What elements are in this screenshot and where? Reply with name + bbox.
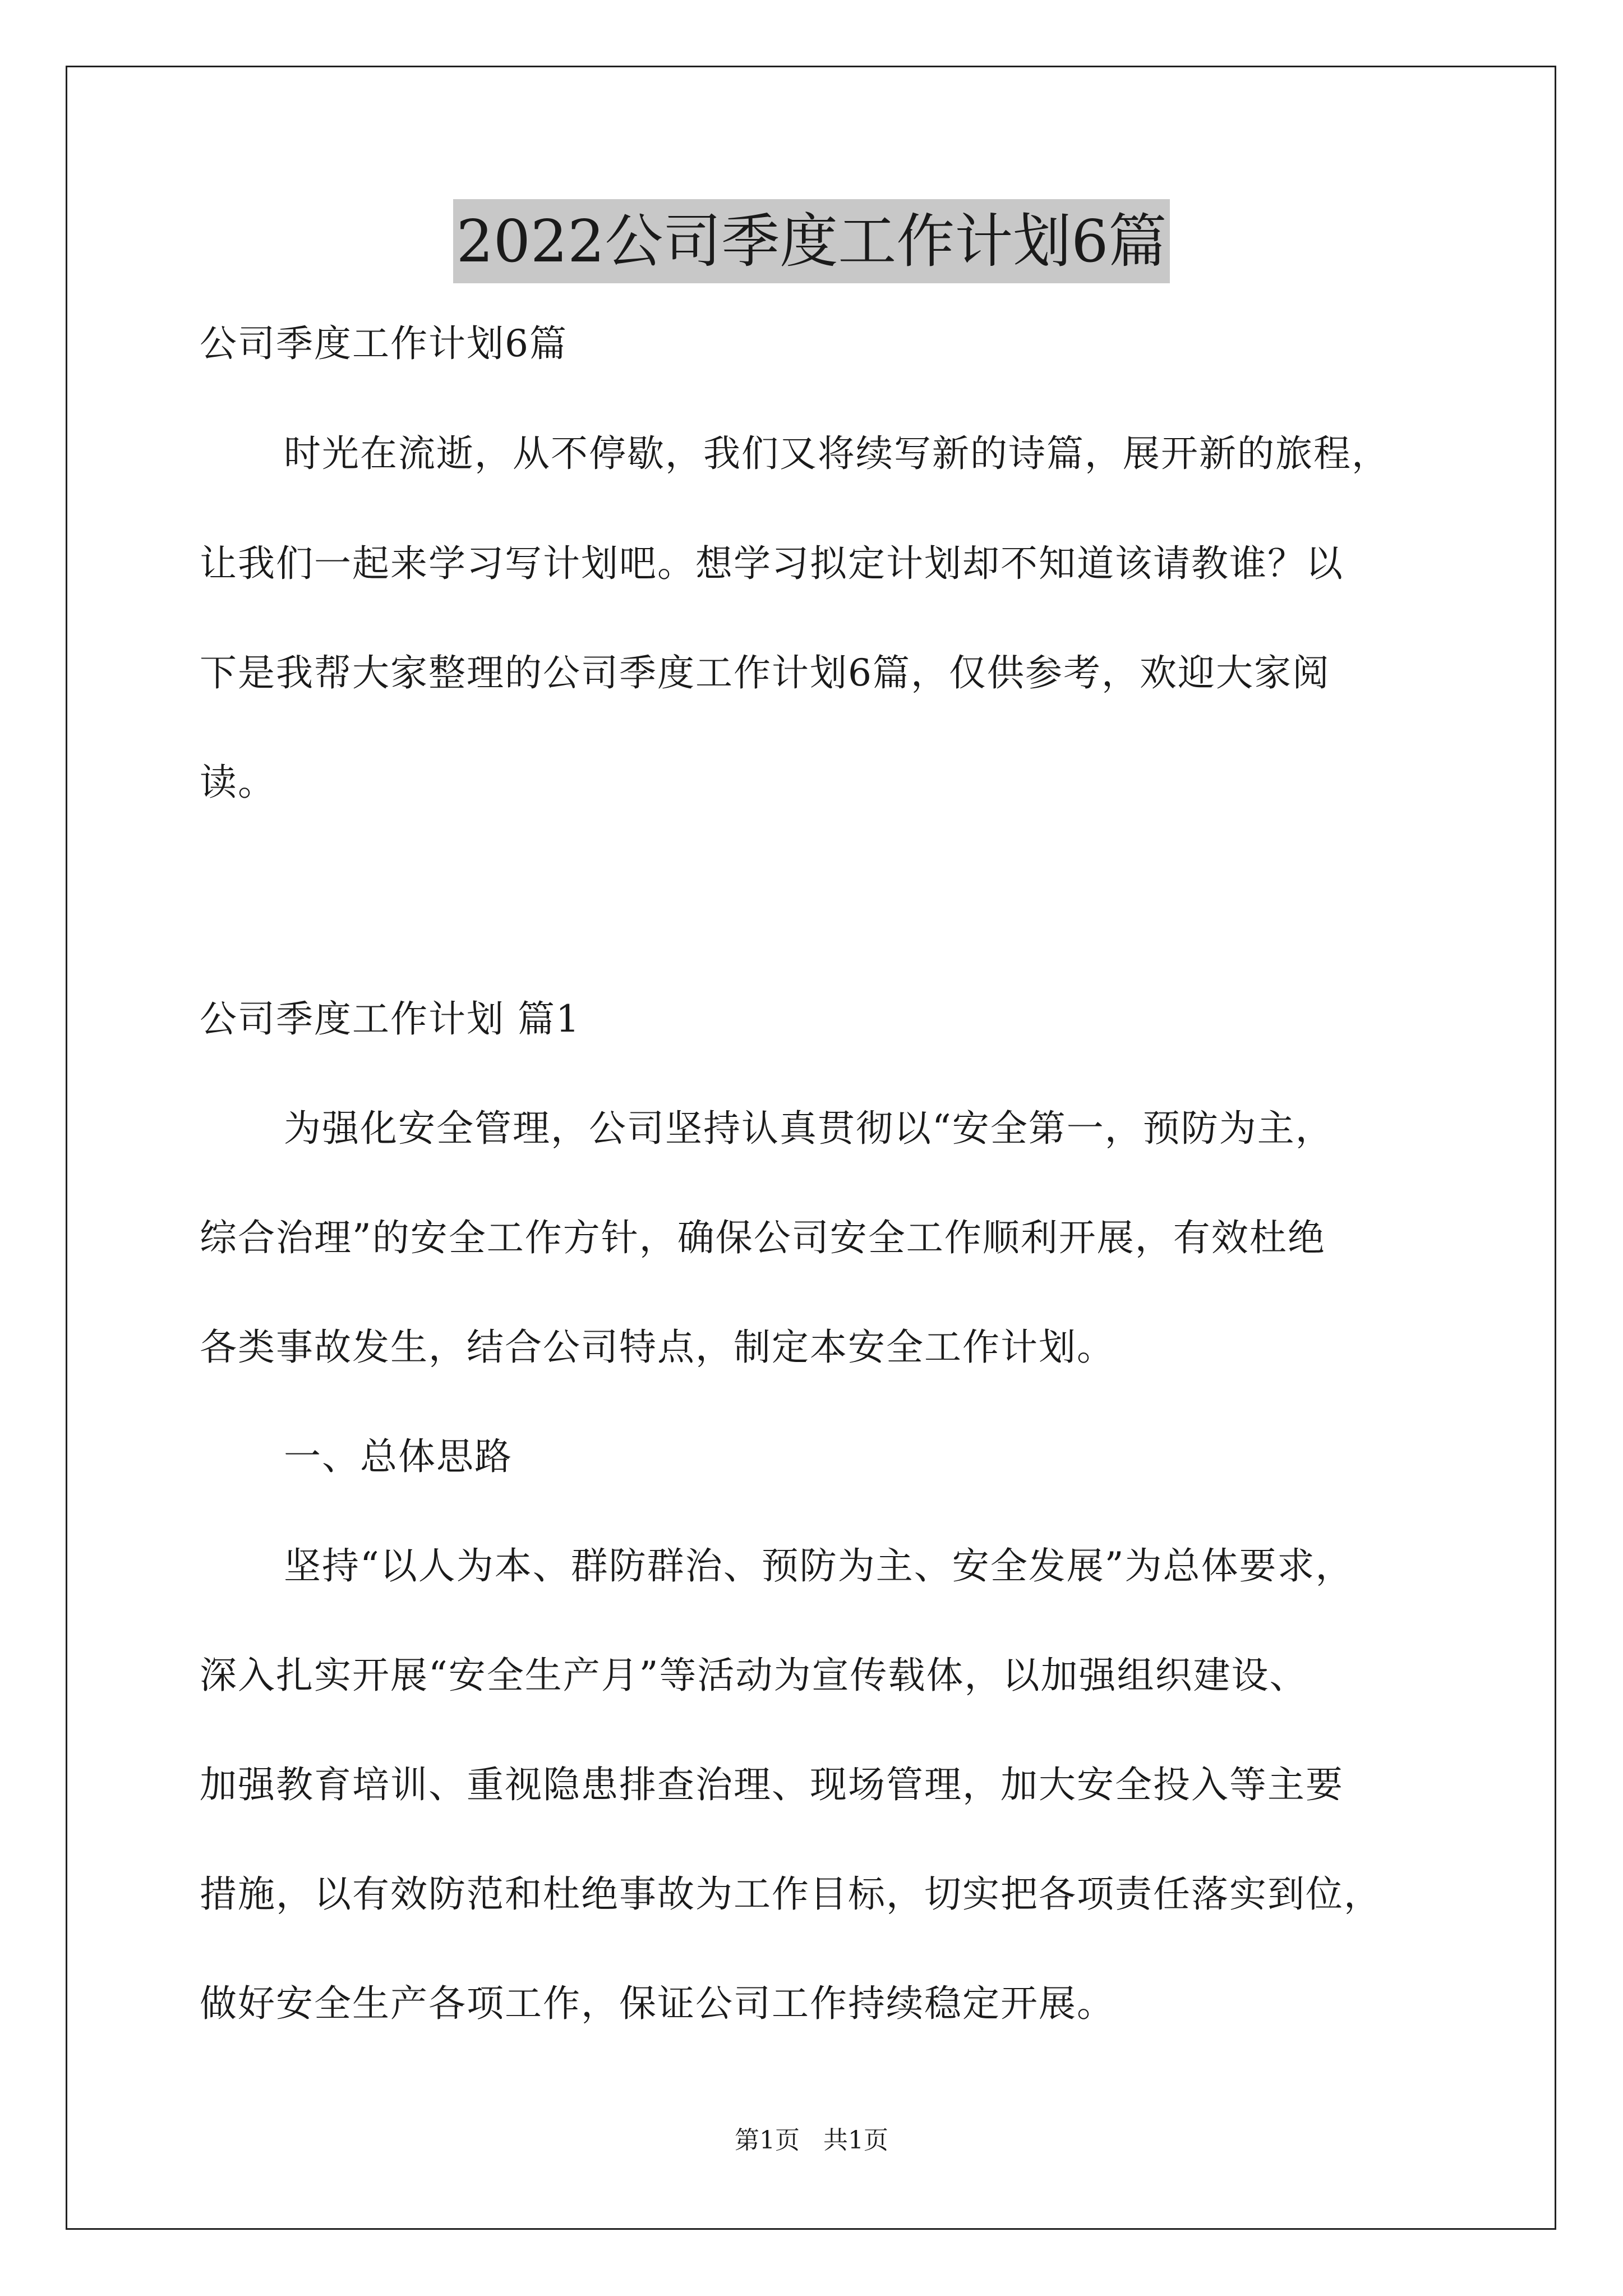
paragraph-line: 为强化安全管理，公司坚持认真贯彻以“安全第一，预防为主， xyxy=(284,1107,1334,1150)
paragraph-line: 下是我帮大家整理的公司季度工作计划6篇，仅供参考，欢迎大家阅 xyxy=(200,651,1330,694)
document-title: 2022公司季度工作计划6篇 xyxy=(453,199,1170,283)
subheading: 一、总体思路 xyxy=(284,1435,513,1478)
section-heading: 公司季度工作计划 篇1 xyxy=(200,997,580,1041)
subtitle: 公司季度工作计划6篇 xyxy=(200,322,568,365)
paragraph-line: 读。 xyxy=(200,761,276,804)
paragraph-line: 时光在流逝，从不停歇，我们又将续写新的诗篇，展开新的旅程， xyxy=(284,432,1390,475)
paragraph-line: 加强教育培训、重视隐患排查治理、现场管理，加大安全投入等主要 xyxy=(200,1763,1344,1806)
page-footer: 第1页 共1页 xyxy=(735,2126,888,2155)
paragraph-line: 综合治理”的安全工作方针，确保公司安全工作顺利开展，有效杜绝 xyxy=(200,1216,1326,1259)
title-container xyxy=(0,199,1623,283)
paragraph-line: 让我们一起来学习写计划吧。想学习拟定计划却不知道该请教谁？以 xyxy=(200,542,1344,585)
paragraph-line: 坚持“以人为本、群防群治、预防为主、安全发展”为总体要求， xyxy=(284,1544,1354,1588)
paragraph-line: 措施，以有效防范和杜绝事故为工作目标，切实把各项责任落实到位， xyxy=(200,1872,1382,1916)
paragraph-line: 各类事故发生，结合公司特点，制定本安全工作计划。 xyxy=(200,1326,1115,1369)
paragraph-line: 深入扎实开展“安全生产月”等活动为宣传载体，以加强组织建设、 xyxy=(200,1654,1308,1697)
paragraph-line: 做好安全生产各项工作，保证公司工作持续稳定开展。 xyxy=(200,1982,1115,2025)
